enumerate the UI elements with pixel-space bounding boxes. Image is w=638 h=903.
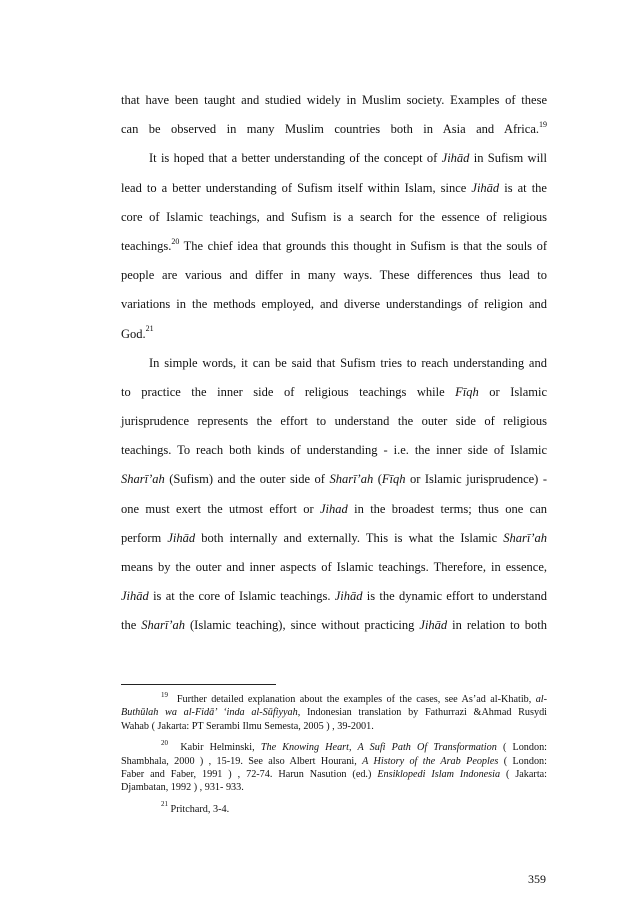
text-line: variations in the methods employed, and diverse understandings of religion and bbox=[121, 297, 547, 312]
footnote-line: $^{19}$ Further detailed explanation about the examples of the cases, see As’ad al-Khatib, al- bbox=[161, 690, 548, 705]
text-line: means by the outer and inner aspects of Islamic teachings. Therefore, in essence, bbox=[121, 560, 547, 574]
footnote-line: Wahab ( Jakarta: PT Serambi Ilmu Semesta, 2005 ) , 39-2001. bbox=[121, 720, 374, 732]
footnote-ref-21[interactable]: 21 bbox=[145, 324, 154, 334]
body-text bbox=[121, 86, 547, 641]
text-line: that have been taught and studied widely in Muslim society. Examples of these bbox=[121, 93, 547, 107]
footnote-number: 19 bbox=[161, 690, 168, 699]
text-line: one must exert the utmost effort or Jihad in the broadest terms; thus one can bbox=[121, 501, 547, 516]
text-line: people are various and differ in many ways. These differences thus lead to bbox=[121, 268, 547, 283]
text-line: lead to a better understanding of Sufism itself within Islam, since Jihād is at the bbox=[121, 180, 547, 195]
footnote-line: $^{20}$ Kabir Helminski, The Knowing Heart, A Sufi Path Of Transformation ( London: bbox=[161, 738, 548, 754]
footnote-line: Djambatan, 1992 ) , 931- 933. bbox=[121, 782, 244, 794]
footnote-ref-20[interactable]: 20 bbox=[171, 236, 180, 246]
text-line: can be observed in many Muslim countries both in Asia and Africa.$^{19}$ bbox=[121, 120, 547, 137]
text-line: perform Jihād both internally and externally. This is what the Islamic Sharī’ah bbox=[121, 530, 547, 545]
footnote-line: Buthūlah wa al-Fidā’ ‘inda al-Sūfiyyah, Indonesian translation by Fathurrazi &Ahmad Rusydi bbox=[121, 707, 548, 719]
text-line: core of Islamic teachings, and Sufism is a search for the essence of religious bbox=[121, 209, 547, 224]
footnote-line: Faber and Faber, 1991 ) , 72-74. Harun Nasution (ed.) Ensiklopedi Islam Indonesia ( Jakarta: bbox=[121, 769, 547, 781]
text-line: It is hoped that a better understanding of the concept of Jihād in Sufism will bbox=[149, 151, 547, 166]
text-line: Sharī’ah (Sufism) and the outer side of Sharī’ah (Fīqh or Islamic jurisprudence) - bbox=[121, 472, 547, 487]
footnotes bbox=[121, 690, 548, 824]
text-line: teachings.$^{20}$ The chief idea that grounds this thought in Sufism is that the souls of bbox=[121, 236, 547, 253]
footnote-line: Shambhala, 2000 ) , 15-19. See also Albert Hourani, A History of the Arab Peoples ( London: bbox=[121, 755, 547, 767]
text-line: Jihād is at the core of Islamic teachings. Jihād is the dynamic effort to understand bbox=[121, 589, 547, 604]
text-line: teachings. To reach both kinds of understanding - i.e. the inner side of Islamic bbox=[121, 443, 547, 458]
text-line: In simple words, it can be said that Sufism tries to reach understanding and bbox=[149, 355, 547, 370]
text-line: God.$^{21}$ bbox=[121, 324, 154, 341]
footnote-ref-19[interactable]: 19 bbox=[539, 120, 547, 130]
footnote-20 bbox=[121, 738, 548, 795]
footnote-19 bbox=[121, 690, 548, 733]
footnote-line: $^{21}$ Pritchard, 3-4. bbox=[161, 800, 230, 815]
text-line: to practice the inner side of religious teachings while Fīqh or Islamic bbox=[121, 384, 547, 399]
text-line: jurisprudence represents the effort to understand the outer side of religious bbox=[121, 414, 547, 429]
footnote-divider bbox=[121, 684, 276, 685]
text-line: the Sharī’ah (Islamic teaching), since without practicing Jihād in relation to both bbox=[121, 618, 547, 633]
footnote-number: 21 bbox=[161, 800, 168, 809]
page-number: 359 bbox=[528, 872, 546, 886]
footnote-number: 20 bbox=[161, 738, 168, 747]
footnote-21 bbox=[121, 800, 547, 816]
